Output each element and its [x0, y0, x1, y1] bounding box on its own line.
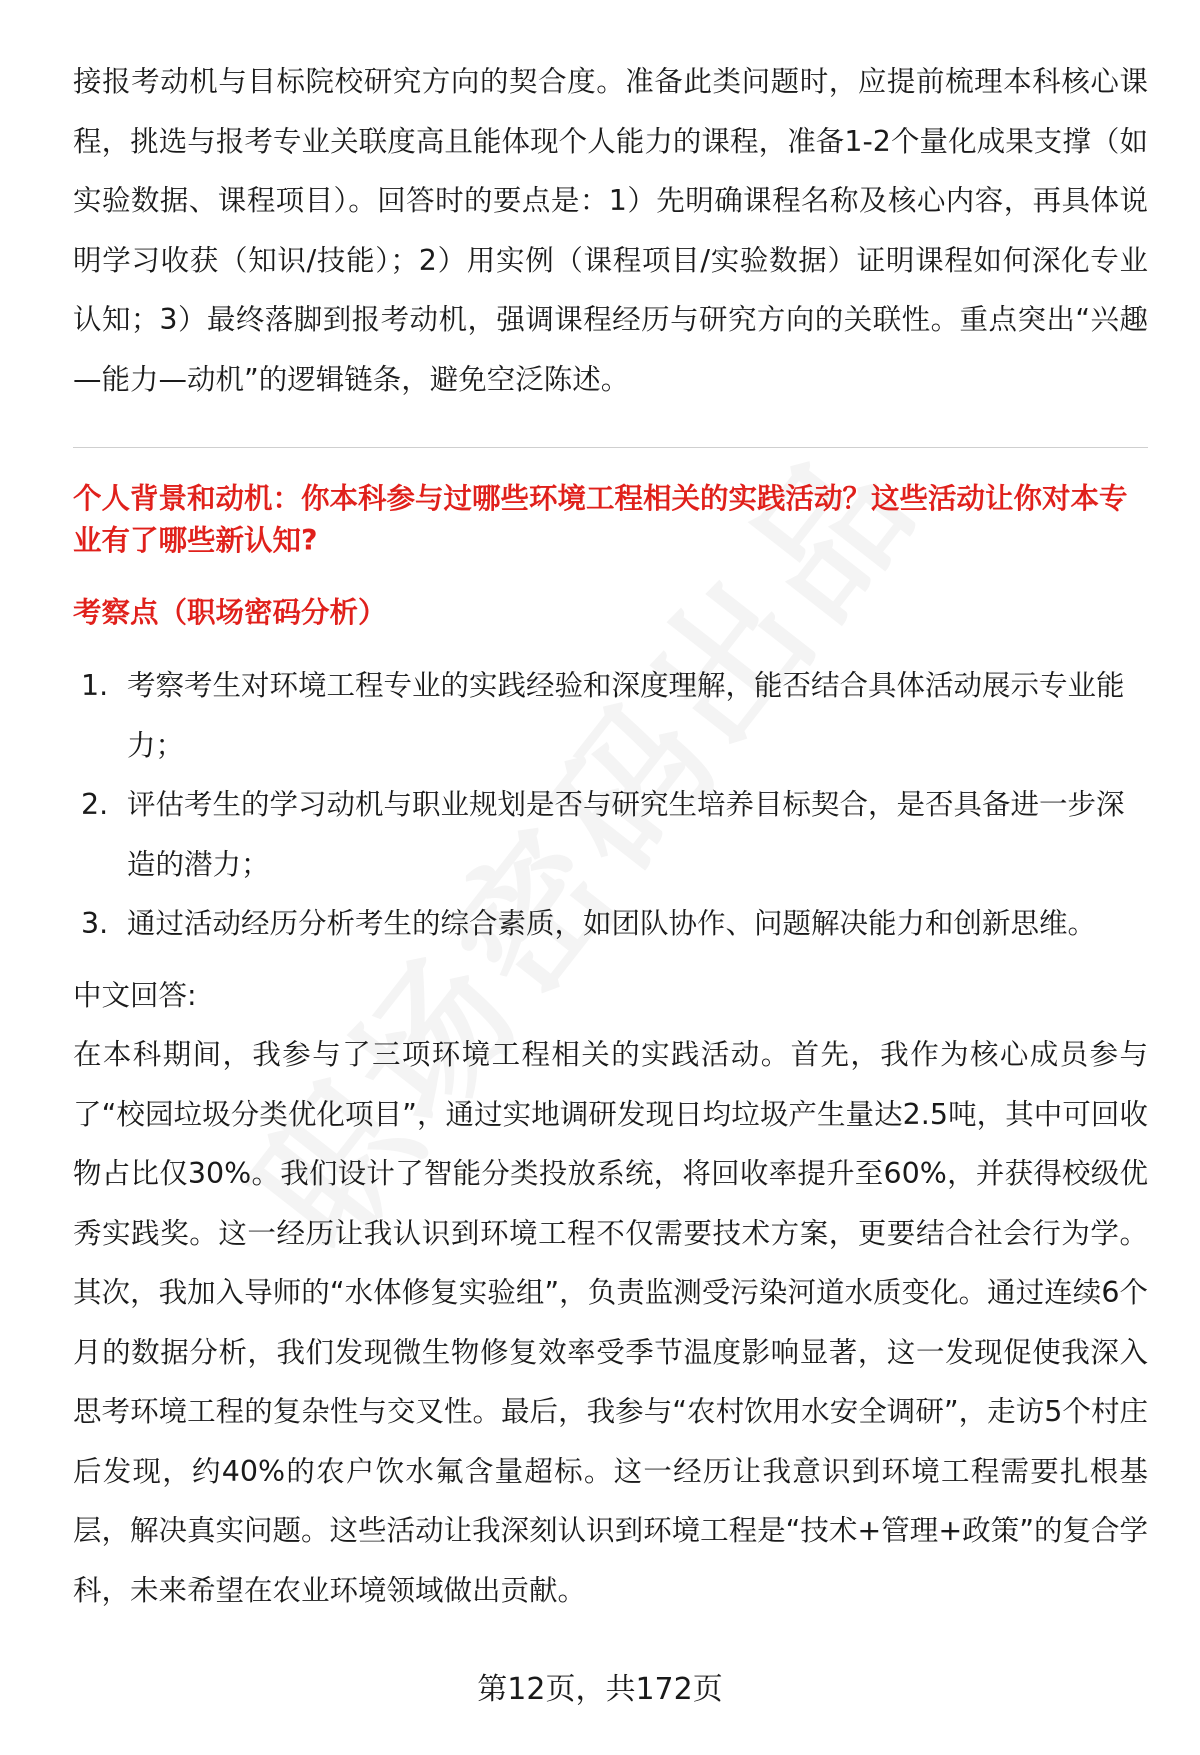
list-item-text: 通过活动经历分析考生的综合素质，如团队协作、问题解决能力和创新思维。: [127, 907, 1097, 940]
intro-paragraph: 接报考动机与目标院校研究方向的契合度。准备此类问题时，应提前梳理本科核心课程，挑选与报考专业关联度高且能体现个人能力的课程，准备1-2个量化成果支撑（如实验数据、课程项目）。回答时的要点是：1）先明确课程名称及核心内容，再具体说明学习收获（知识/技能）；2）用实例（课程项目/实验数据）证明课程如何深化专业认知；3）最终落脚到报考动机，强调课程经历与研究方向的关联性。重点突出“兴趣—能力—动机”的逻辑链条，避免空泛陈述。: [73, 65, 1148, 396]
answer-label: 中文回答:: [73, 978, 197, 1012]
list-item: [73, 894, 1148, 954]
answer-paragraph: 在本科期间，我参与了三项环境工程相关的实践活动。首先，我作为核心成员参与了“校园垃圾分类优化项目”，通过实地调研发现日均垃圾产生量达2.5吨，其中可回收物占比仅30%。我们设计了智能分类投放系统，将回收率提升至60%，并获得校级优秀实践奖。这一经历让我认识到环境工程不仅需要技术方案，更要结合社会行为学。其次，我加入导师的“水体修复实验组”，负责监测受污染河道水质变化。通过连续6个月的数据分析，我们发现微生物修复效率受季节温度影响显著，这一发现促使我深入思考环境工程的复杂性与交叉性。最后，我参与“农村饮用水安全调研”，走访5个村庄后发现，约40%的农户饮水氟含量超标。这一经历让我意识到环境工程需要扎根基层，解决真实问题。这些活动让我深刻认识到环境工程是“技术+管理+政策”的复合学科，未来希望在农业环境领域做出贡献。: [73, 1038, 1148, 1607]
list-item-number: 1.: [81, 669, 109, 702]
list-item-text: 评估考生的学习动机与职业规划是否与研究生培养目标契合，是否具备进一步深造的潜力；: [127, 788, 1125, 881]
list-item: [73, 775, 1148, 894]
list-item-text: 考察考生对环境工程专业的实践经验和深度理解，能否结合具体活动展示专业能力；: [127, 669, 1125, 762]
document-page: [73, 52, 1148, 1620]
section-divider: [73, 447, 1148, 448]
page-footer: 第12页，共172页: [477, 1672, 723, 1707]
question-heading: 个人背景和动机：你本科参与过哪些环境工程相关的实践活动？这些活动让你对本专业有了哪些新认知?: [73, 482, 1128, 557]
list-item-number: 2.: [81, 788, 109, 821]
list-item-number: 3.: [81, 907, 109, 940]
section-label: 考察点（职场密码分析）: [73, 596, 387, 629]
list-item: [73, 656, 1148, 775]
assessment-points-list: [73, 656, 1148, 954]
